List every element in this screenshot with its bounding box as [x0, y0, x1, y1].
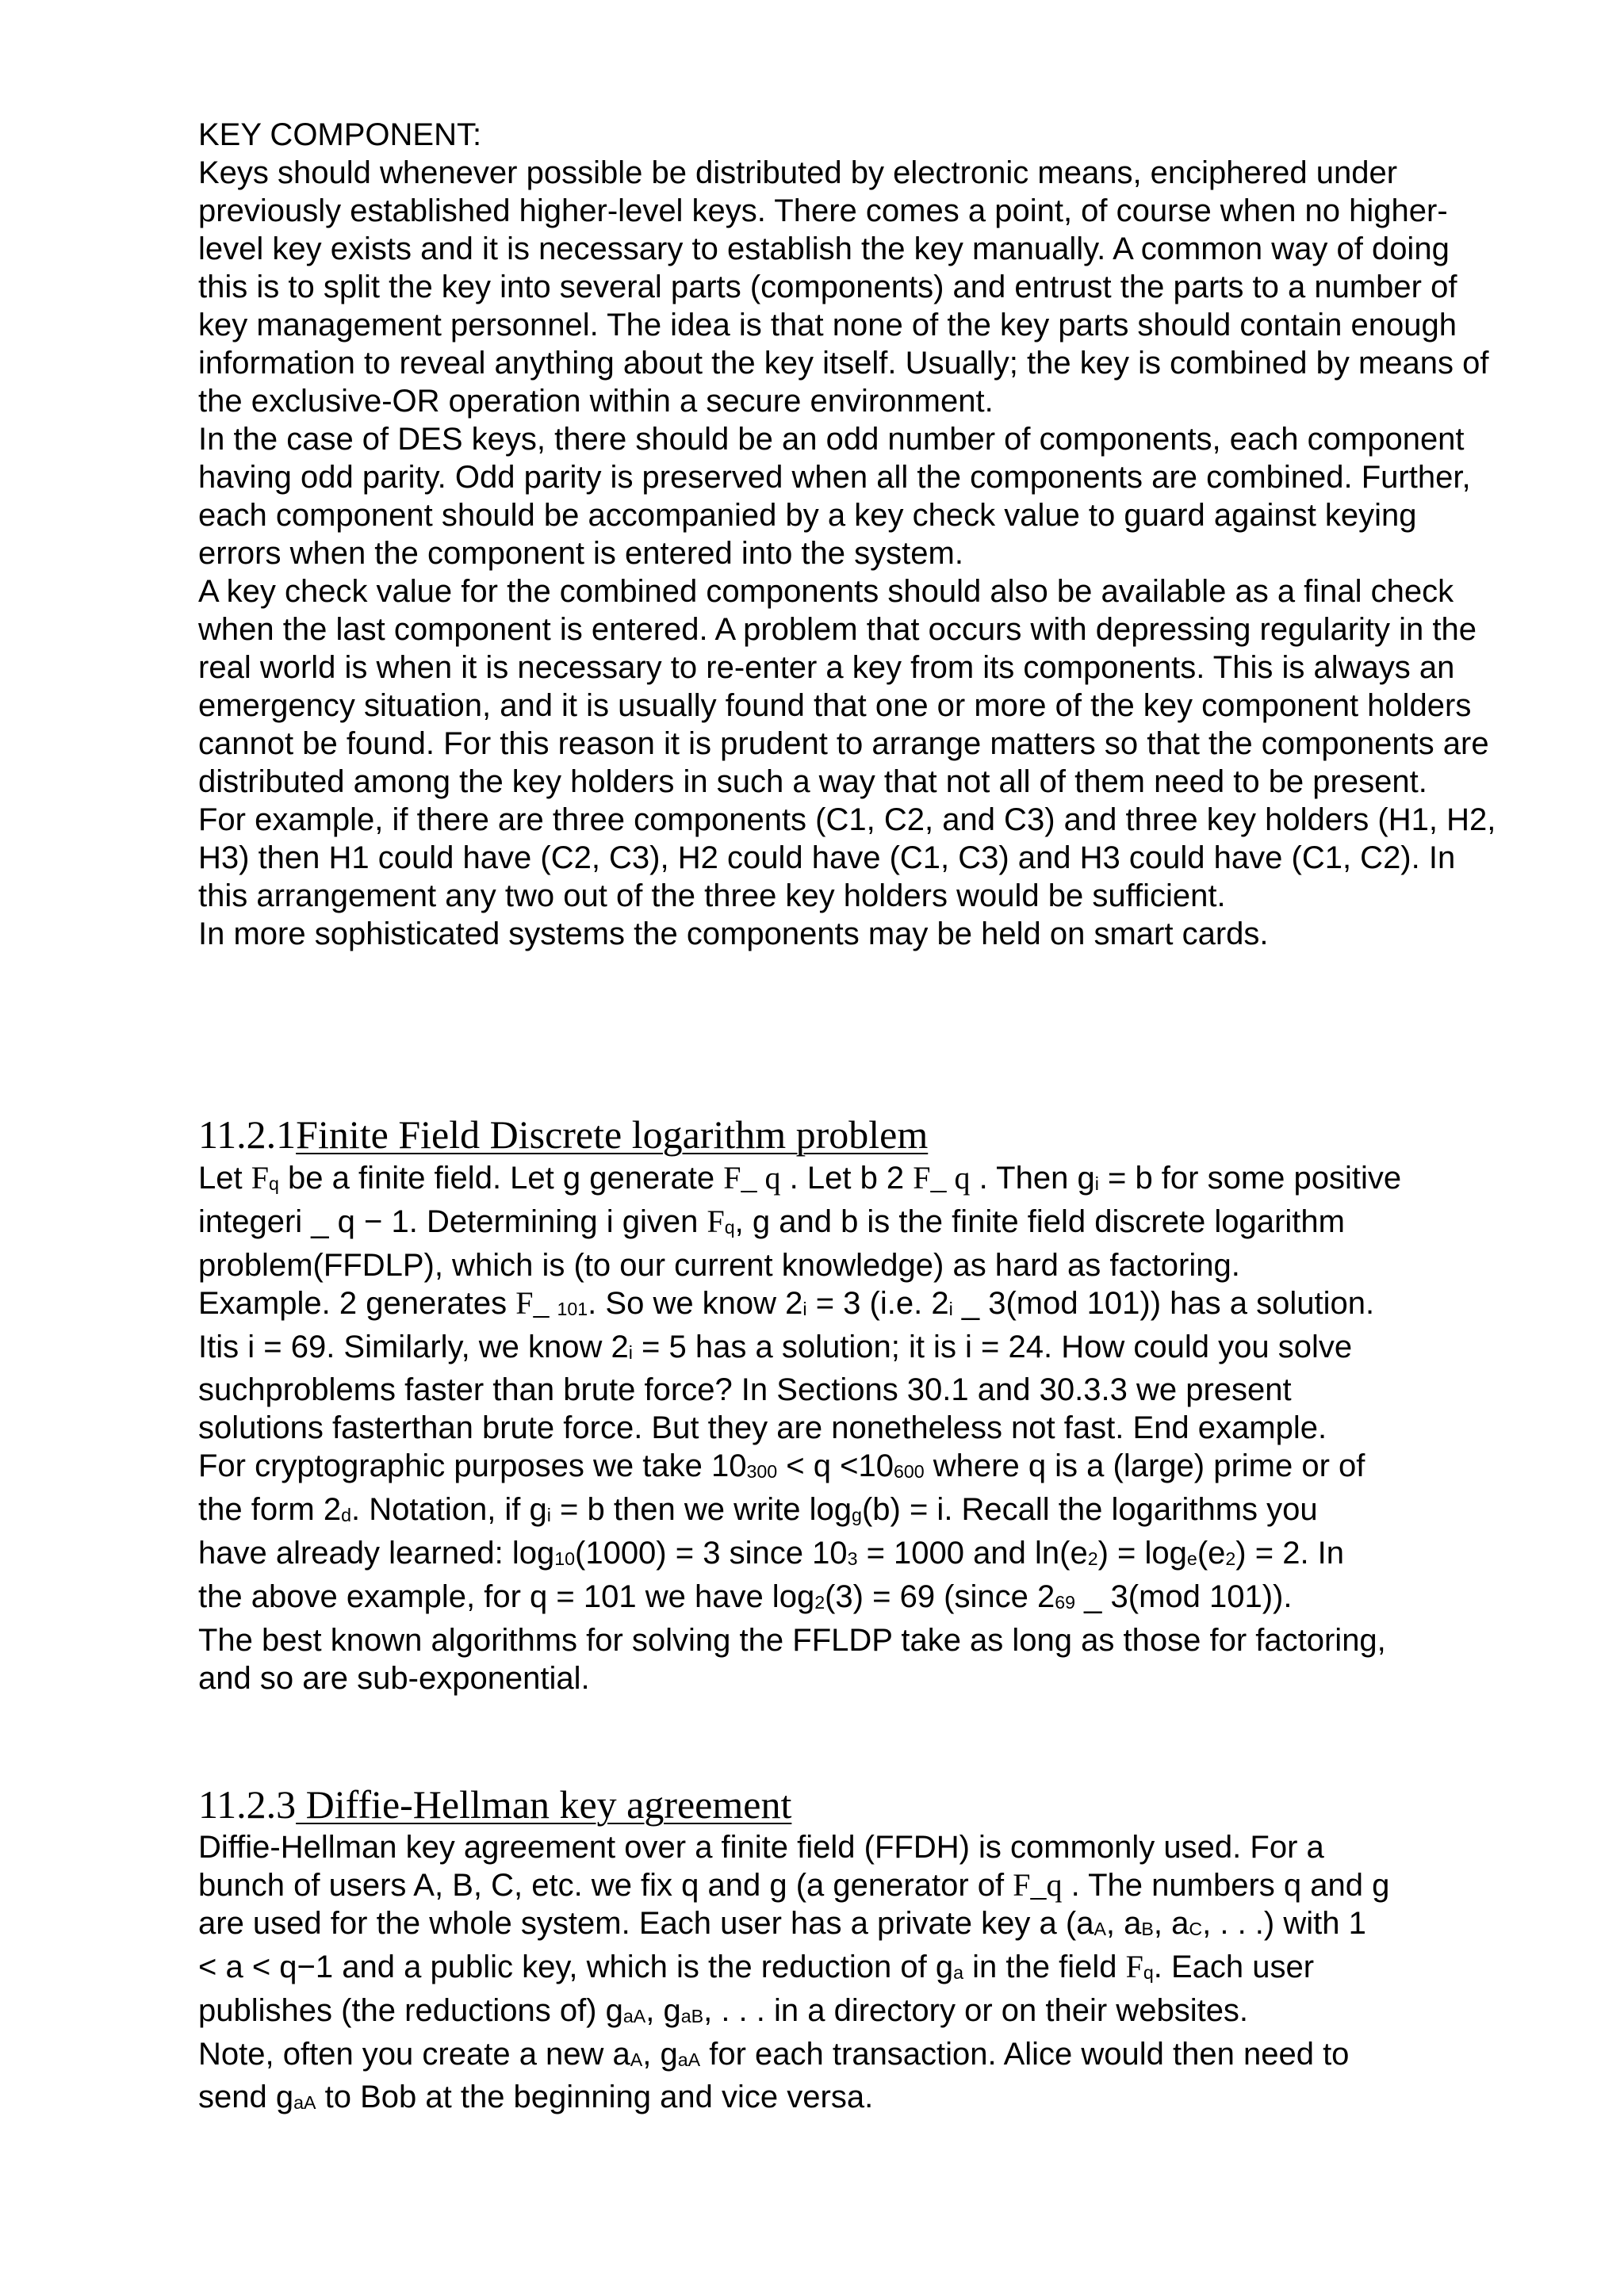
ffdlp-line: Example. 2 generates F_ 101. So we know 2i = 3 (i.e. 2i _ 3(mod 101)) has a solution.	[198, 1284, 1375, 1321]
ffdlp-line: integeri _ q − 1. Determining i given Fq, g and b is the finite field discrete logarithm	[198, 1203, 1345, 1239]
dh-line: Note, often you create a new aA, gaA for each transaction. Alice would then need to	[198, 2036, 1350, 2072]
ffdlp-line: solutions fasterthan brute force. But they are nonetheless not fast. End example.	[198, 1410, 1327, 1446]
key-component-paragraph-3: A key check value for the combined components should also be available as a final check when the last component is entered. A problem that occurs with depressing regularity in the real world is when it is necessary to re-enter a key from its components. This is always an emergency situation, and it is usually found that one or more of the key component holders cannot be found. For this reason it is prudent to arrange matters so that the components are distributed among the key holders in such a way that not all of them need to be present.	[198, 574, 1489, 799]
dh-line: bunch of users A, B, C, etc. we fix q and g (a generator of F_q . The numbers q and g	[198, 1867, 1390, 1903]
ffdlp-line: problem(FFDLP), which is (to our current knowledge) as hard as factoring.	[198, 1247, 1240, 1283]
key-component-title: KEY COMPONENT:	[198, 117, 482, 152]
diffie-hellman-body	[198, 1828, 1499, 2122]
ffdlp-body	[198, 1159, 1499, 1697]
dh-line: send gaA to Bob at the beginning and vice versa.	[198, 2080, 874, 2115]
section-title: Finite Field Discrete logarithm problem	[296, 1112, 929, 1157]
key-component-section	[198, 116, 1499, 953]
section-title: Diffie-Hellman key agreement	[296, 1782, 792, 1827]
key-component-paragraph-4: For example, if there are three components (C1, C2, and C3) and three key holders (H1, H2, H3) then H1 could have (C2, C3), H2 could have (C1, C3) and H3 could have (C1, C2). In this arrangement any two out of the three key holders would be sufficient.	[198, 802, 1496, 913]
dh-line: publishes (the reductions of) gaA, gaB, . . . in a directory or on their websites.	[198, 1992, 1249, 2028]
ffdlp-line: The best known algorithms for solving the FFLDP take as long as those for factoring,	[198, 1622, 1386, 1658]
dh-line: < a < q−1 and a public key, which is the reduction of ga in the field Fq. Each user	[198, 1948, 1315, 1984]
ffdlp-line: the above example, for q = 101 we have log2(3) = 69 (since 269 _ 3(mod 101)).	[198, 1578, 1293, 1614]
ffdlp-line: and so are sub-exponential.	[198, 1660, 590, 1696]
ffdlp-line: suchproblems faster than brute force? In Sections 30.1 and 30.3.3 we present	[198, 1372, 1292, 1408]
key-component-paragraph-5: In more sophisticated systems the components may be held on smart cards.	[198, 916, 1269, 951]
section-heading-11-2-3	[198, 1782, 791, 1827]
section-number: 11.2.1	[198, 1112, 297, 1157]
ffdlp-line: Itis i = 69. Similarly, we know 2i = 5 has a solution; it is i = 24. How could you solve	[198, 1329, 1353, 1364]
key-component-paragraph-2: In the case of DES keys, there should be an odd number of components, each component having odd parity. Odd parity is preserved when all the components are combined. Further, each component should be accompanied by a key check value to guard against keying errors when the component is entered into the system.	[198, 422, 1471, 571]
dh-line: are used for the whole system. Each user has a private key a (aA, aB, aC, . . .) with 1	[198, 1906, 1366, 1941]
section-number: 11.2.3	[198, 1782, 297, 1827]
ffdlp-line: the form 2d. Notation, if gi = b then we write logg(b) = i. Recall the logarithms you	[198, 1492, 1318, 1528]
section-heading-11-2-1	[198, 1112, 928, 1157]
ffdlp-line: Let Fq be a finite field. Let g generate F_ q . Let b 2 F_ q . Then gi = b for some positive	[198, 1160, 1402, 1196]
ffdlp-line: For cryptographic purposes we take 10300 < q <10600 where q is a (large) prime or of	[198, 1448, 1365, 1484]
ffdlp-line: have already learned: log10(1000) = 3 since 103 = 1000 and ln(e2) = loge(e2) = 2. In	[198, 1536, 1345, 1571]
key-component-paragraph-1: Keys should whenever possible be distributed by electronic means, enciphered under previously established higher-level keys. There comes a point, of course when no higher-level key exists and it is necessary to establish the key manually. A common way of doing this is to split the key into several parts (components) and entrust the parts to a number of key management personnel. The idea is that none of the key parts should contain enough information to reveal anything about the key itself. Usually; the key is combined by means of the exclusive-OR operation within a secure environment.	[198, 155, 1489, 419]
dh-line: Diffie-Hellman key agreement over a finite field (FFDH) is commonly used. For a	[198, 1830, 1324, 1865]
